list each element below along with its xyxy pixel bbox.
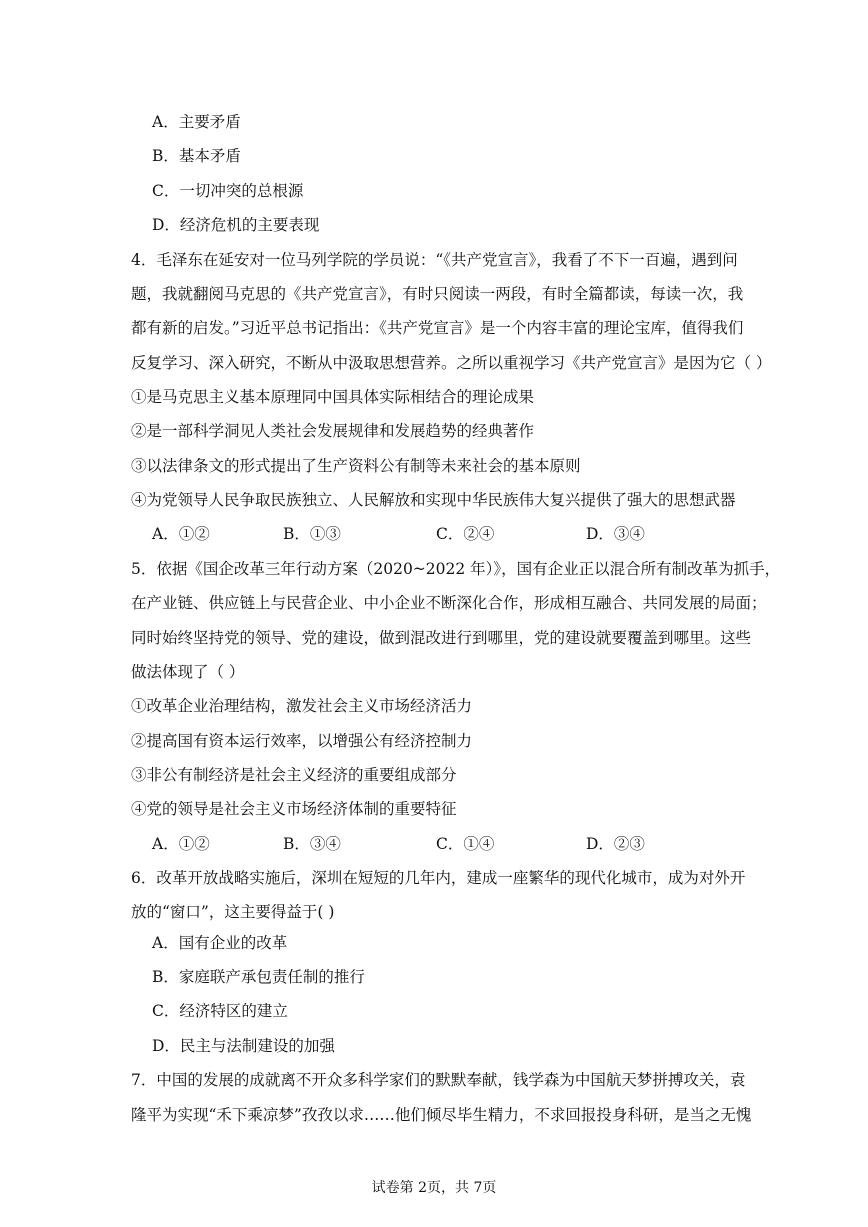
q3-option-b: B．基本矛盾 [152, 147, 241, 165]
q5-choice-c: C．①④ [436, 835, 495, 853]
q6-option-d: D．民主与法制建设的加强 [152, 1037, 335, 1055]
q4-stem-line-1: 4．毛泽东在延安对一位马列学院的学员说：“《共产党宣言》，我看了不下一百遍，遇到问 [131, 251, 738, 269]
q5-item-2: ②提高国有资本运行效率，以增强公有经济控制力 [131, 732, 473, 750]
q5-choices [152, 833, 772, 855]
q5-stem-line-4: 做法体现了（ ） [131, 663, 245, 681]
q3-option-a: A．主要矛盾 [152, 113, 241, 131]
q4-item-1: ①是马克思主义基本原理同中国具体实际相结合的理论成果 [131, 388, 535, 406]
q4-choice-d: D．③④ [586, 525, 645, 543]
q4-choice-c: C．②④ [436, 525, 495, 543]
q6-option-c: C．经济特区的建立 [152, 1002, 288, 1020]
q5-stem-line-3: 同时始终坚持党的领导、党的建设，做到混改进行到哪里，党的建设就要覆盖到哪里。这些 [131, 629, 752, 647]
q3-option-c: C．一切冲突的总根源 [152, 182, 304, 200]
q7-stem-line-2: 隆平为实现“禾下乘凉梦”孜孜以求……他们倾尽毕生精力，不求回报投身科研，是当之无愧 [131, 1106, 752, 1124]
q4-stem-line-2: 题，我就翻阅马克思的《共产党宣言》，有时只阅读一两段，有时全篇都读，每读一次，我 [131, 285, 744, 303]
q6-option-b: B．家庭联产承包责任制的推行 [152, 968, 365, 986]
q4-stem-line-4: 反复学习、深入研究，不断从中汲取思想营养。之所以重视学习《共产党宣言》是因为它（ ） [131, 354, 772, 372]
q4-stem-line-3: 都有新的启发。”习近平总书记指出：《共产党宣言》是一个内容丰富的理论宝库，值得我们 [131, 319, 744, 337]
q5-item-4: ④党的领导是社会主义市场经济体制的重要特征 [131, 800, 457, 818]
q4-choice-a: A．①② [152, 525, 210, 543]
q4-choices [152, 523, 772, 545]
q4-choice-b: B．①③ [283, 525, 341, 543]
q7-stem-line-1: 7．中国的发展的成就离不开众多科学家们的默默奉献，钱学森为中国航天梦拼搏攻关，袁 [131, 1071, 746, 1089]
q5-choice-b: B．③④ [283, 835, 341, 853]
page-footer: 试卷第 2页，共 7页 [371, 1180, 497, 1196]
q6-stem-line-2: 放的“窗口”，这主要得益于( ) [131, 903, 335, 921]
q6-stem-line-1: 6．改革开放战略实施后，深圳在短短的几年内，建成一座繁华的现代化城市，成为对外开 [131, 869, 746, 887]
q5-item-3: ③非公有制经济是社会主义经济的重要组成部分 [131, 766, 457, 784]
q5-item-1: ①改革企业治理结构，激发社会主义市场经济活力 [131, 697, 473, 715]
q6-option-a: A．国有企业的改革 [152, 934, 288, 952]
q4-item-2: ②是一部科学洞见人类社会发展规律和发展趋势的经典著作 [131, 422, 535, 440]
q5-stem-line-1: 5．依据《国企改革三年行动方案（2020~2022 年）》，国有企业正以混合所有制改革为抓手， [131, 560, 781, 578]
q5-choice-d: D．②③ [586, 835, 645, 853]
q5-choice-a: A．①② [152, 835, 210, 853]
q4-item-3: ③以法律条文的形式提出了生产资料公有制等未来社会的基本原则 [131, 457, 581, 475]
q4-item-4: ④为党领导人民争取民族独立、人民解放和实现中华民族伟大复兴提供了强大的思想武器 [131, 491, 736, 509]
q3-option-d: D．经济危机的主要表现 [152, 216, 320, 234]
q5-stem-line-2: 在产业链、供应链上与民营企业、中小企业不断深化合作，形成相互融合、共同发展的局面； [131, 594, 767, 612]
